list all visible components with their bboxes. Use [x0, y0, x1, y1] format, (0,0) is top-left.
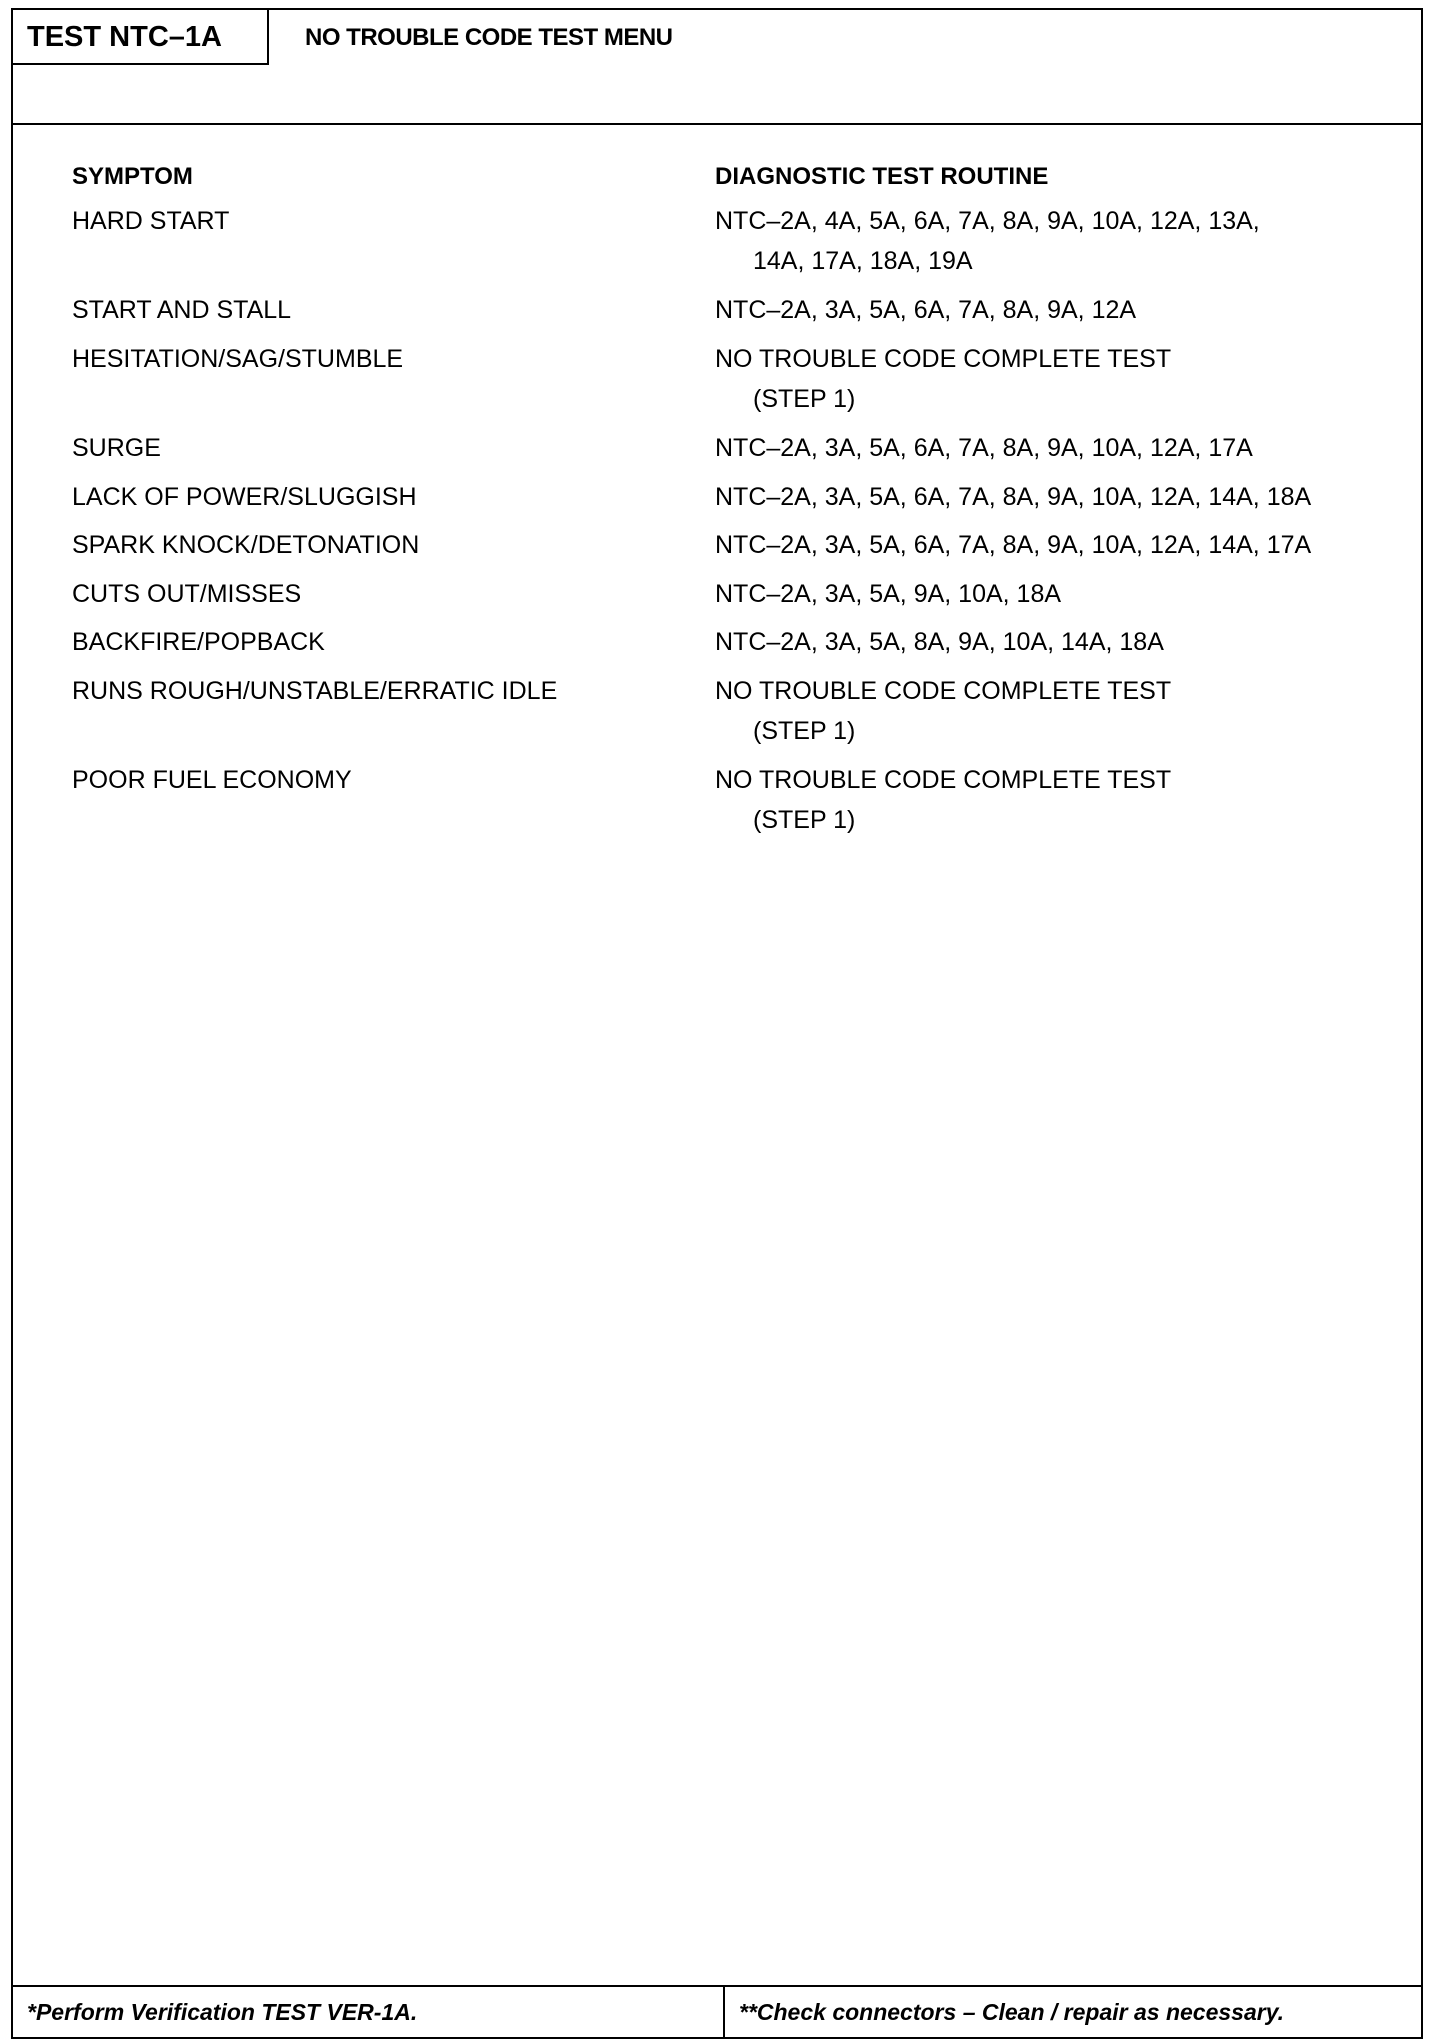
routine-cell — [715, 477, 1311, 517]
routine-line: NTC–2A, 3A, 5A, 8A, 9A, 10A, 14A, 18A — [715, 628, 1164, 656]
page-title: NO TROUBLE CODE TEST MENU — [305, 24, 673, 51]
routine-cell — [715, 574, 1061, 614]
footer-note-connectors: **Check connectors – Clean / repair as necessary. — [739, 1999, 1285, 2025]
symptom-cell: START AND STALL — [72, 296, 292, 324]
routine-line: (STEP 1) — [753, 717, 856, 745]
routine-line: NO TROUBLE CODE COMPLETE TEST — [715, 345, 1172, 373]
symptom-cell: BACKFIRE/POPBACK — [72, 628, 325, 656]
routine-line: (STEP 1) — [753, 385, 856, 413]
routine-line: NTC–2A, 3A, 5A, 9A, 10A, 18A — [715, 580, 1062, 608]
symptom-cell: CUTS OUT/MISSES — [72, 580, 302, 608]
routine-line: NTC–2A, 3A, 5A, 6A, 7A, 8A, 9A, 10A, 12A, 14A, 18A — [715, 483, 1312, 511]
symptom-cell: SPARK KNOCK/DETONATION — [72, 531, 420, 559]
routine-cell — [715, 428, 1253, 468]
footer-note-verification: *Perform Verification TEST VER-1A. — [13, 1987, 725, 2037]
symptom-cell: HARD START — [72, 207, 230, 235]
routine-cell — [715, 525, 1311, 565]
header — [13, 10, 1421, 125]
document-frame — [11, 8, 1423, 2039]
column-header-symptom: SYMPTOM — [72, 163, 193, 190]
routine-line: NO TROUBLE CODE COMPLETE TEST — [715, 766, 1172, 794]
test-id-box: TEST NTC–1A — [13, 10, 269, 65]
routine-cell — [715, 339, 1171, 419]
routine-cell — [715, 290, 1136, 330]
symptom-cell: LACK OF POWER/SLUGGISH — [72, 483, 417, 511]
footer — [13, 1985, 1421, 2037]
symptom-cell: POOR FUEL ECONOMY — [72, 766, 352, 794]
column-header-routine: DIAGNOSTIC TEST ROUTINE — [715, 163, 1049, 190]
symptom-cell: RUNS ROUGH/UNSTABLE/ERRATIC IDLE — [72, 677, 558, 705]
routine-cell — [715, 201, 1260, 281]
symptom-cell: HESITATION/SAG/STUMBLE — [72, 345, 404, 373]
symptom-cell: SURGE — [72, 434, 161, 462]
routine-line: NTC–2A, 3A, 5A, 6A, 7A, 8A, 9A, 12A — [715, 296, 1137, 324]
routine-line: NTC–2A, 3A, 5A, 6A, 7A, 8A, 9A, 10A, 12A, 14A, 17A — [715, 531, 1312, 559]
routine-line: NTC–2A, 4A, 5A, 6A, 7A, 8A, 9A, 10A, 12A, 13A, — [715, 207, 1260, 235]
routine-line: NTC–2A, 3A, 5A, 6A, 7A, 8A, 9A, 10A, 12A, 17A — [715, 434, 1253, 462]
routine-line: NO TROUBLE CODE COMPLETE TEST — [715, 677, 1172, 705]
routine-cell — [715, 622, 1164, 662]
routine-line: (STEP 1) — [753, 806, 856, 834]
routine-cell — [715, 760, 1171, 840]
routine-line: 14A, 17A, 18A, 19A — [753, 247, 973, 275]
routine-cell — [715, 671, 1171, 751]
